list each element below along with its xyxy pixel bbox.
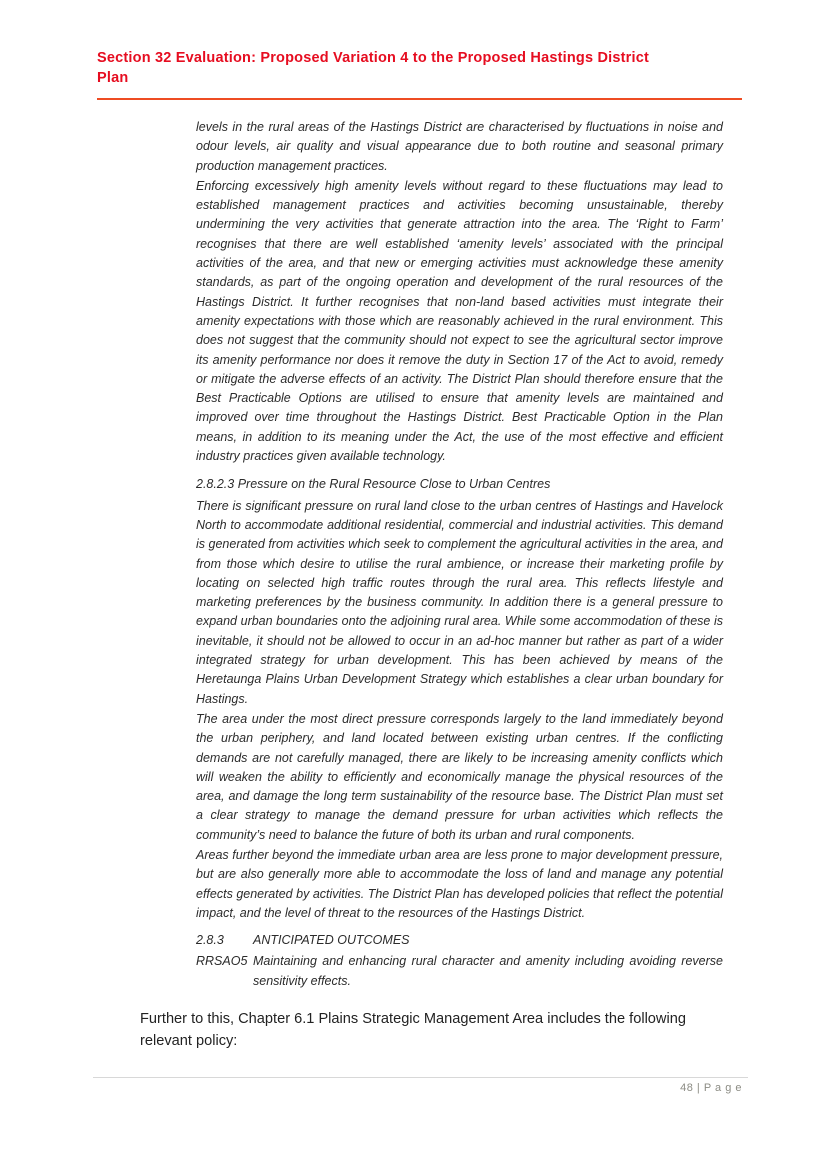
document-title: [97, 48, 761, 88]
heading-number: 2.8.3: [196, 933, 224, 948]
heading-label: ANTICIPATED OUTCOMES: [253, 933, 410, 948]
outcome-item-rrsao5: [196, 952, 723, 991]
paragraph-further-to-this: Further to this, Chapter 6.1 Plains Strategic Management Area includes the following relevant policy:: [140, 1011, 686, 1049]
footer-divider-rule: [93, 1077, 748, 1078]
page-number: 48 | P a g e: [680, 1082, 742, 1094]
paragraph-areas-further-beyond: Areas further beyond the immediate urban area are less prone to major development pressure, but are also generally more able to accommodate the loss of land and manage any potential effects generated by activities. The District Plan has developed policies that reflect the potential impact, and the level of threat to the resources of the Hastings District.: [196, 847, 723, 920]
document-title-line1: Section 32 Evaluation: Proposed Variation 4 to the Proposed Hastings District: [97, 50, 650, 66]
page-header: [97, 48, 761, 88]
document-title-line2: Plan: [97, 70, 129, 86]
outcome-item-text: Maintaining and enhancing rural character and amenity including avoiding reverse sensitivity effects.: [253, 954, 723, 988]
outcome-item-code: RRSAO5: [196, 954, 248, 969]
subheading-2-8-2-3: 2.8.2.3 Pressure on the Rural Resource Close to Urban Centres: [196, 477, 551, 492]
paragraph-right-to-farm: Enforcing excessively high amenity levels without regard to these fluctuations may lead to established management practices and activities becoming unsustainable, thereby undermining the very activities that generate attraction into the area. The ‘Right to Farm’ recognises that there are well established ‘amenity levels’ associated with the principal activities of the area, and that new or emerging activities must acknowledge these amenity standards, as part of the ongoing operation and development of the rural resources of the Hastings District. It further recognises that non-land based activities must integrate their amenity expectations with those which are reasonably achieved in the rural environment. This does not suggest that the community should not expect to see the agricultural sector improve its amenity performance nor does it remove the duty in Section 17 of the Act to avoid, remedy or mitigate the adverse effects of an activity. The District Plan should therefore ensure that the Best Practicable Options are utilised to ensure that amenity levels are maintained and improved over time throughout the Hastings District. Best Practicable Option in the Plan means, in addition to its meaning under the Act, the use of the most effective and efficient industry practices given available technology.: [196, 178, 723, 464]
paragraph-rural-amenity-levels: levels in the rural areas of the Hastings District are characterised by fluctuations in noise and odour levels, air quality and visual appearance due to both routine and seasonal primary production management practices.: [196, 120, 723, 173]
paragraph-direct-pressure: The area under the most direct pressure corresponds largely to the land immediately beyond the urban periphery, and land located between existing urban centres. If the conflicting demands are not carefully managed, there are likely to be increasing amenity conflicts which will weaken the ability to efficiently and economically manage the physical resources of the area, and damage the long term sustainability of the resource base. The District Plan must set a clear strategy to manage the demand pressure for urban activities which reflects the community’s need to balance the future of both its urban and rural components.: [196, 711, 723, 842]
header-divider-rule: [97, 98, 742, 100]
document-body: [196, 118, 723, 992]
paragraph-urban-pressure: There is significant pressure on rural land close to the urban centres of Hastings and Havelock North to accommodate additional residential, commercial and industrial activities. This demand is generated from activities which seek to complement the agricultural activities in the area, and from those which desire to utilise the rural ambience, or increase their marketing profile by locating on selected high traffic routes through the rural area. This reflects lifestyle and marketing preferences by the business community. In addition there is a general pressure to expand urban boundaries onto the adjoining rural area. While some accommodation of these is inevitable, it should not be allowed to occur in an ad-hoc manner but rather as part of a wider integrated strategy for urban development. This has been achieved by means of the Heretaunga Plains Urban Development Strategy which establishes a clear urban boundary for Hastings.: [196, 498, 723, 706]
heading-anticipated-outcomes: [196, 931, 723, 950]
